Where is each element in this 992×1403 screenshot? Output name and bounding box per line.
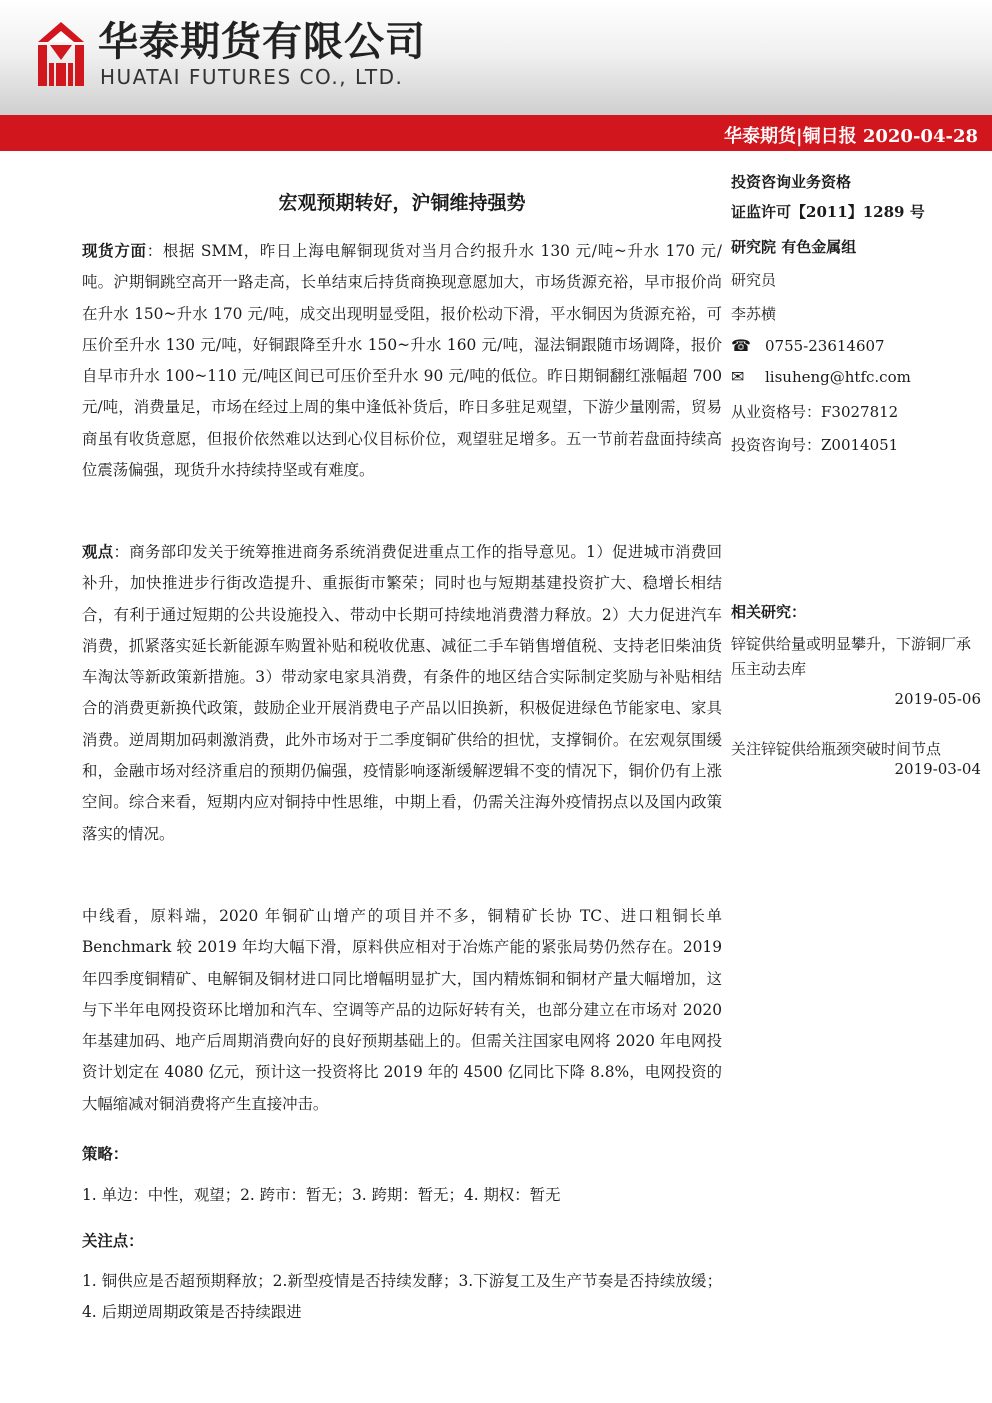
phone-icon: ☎	[731, 336, 751, 355]
strategy-heading: 策略：	[82, 1145, 129, 1163]
related-research-heading: 相关研究：	[731, 603, 807, 621]
department-label: 研究院 有色金属组	[731, 238, 857, 256]
view-paragraph	[82, 537, 722, 850]
strategy-text: 1. 单边：中性，观望；2. 跨市：暂无；3. 跨期：暂无；4. 期权：暂无	[82, 1186, 561, 1204]
related-item-title: 关注锌锭供给瓶颈突破时间节点	[731, 740, 942, 758]
page-header	[0, 0, 992, 115]
midterm-paragraph: 中线看，原料端，2020 年铜矿山增产的项目并不多，铜精矿长协 TC、进口粗铜长单 Benchmark 较 2019 年均大幅下滑，原料供应相对于冶炼产能的紧张局势仍然存在。2019 年四季度铜精矿、电解铜及铜材进口同比增幅明显扩大，国内精炼铜和铜材产量大幅增加，这与下半年电网投资环比增加和汽车、空调等产品的边际好转有关，也部分建立在市场对 2020 年基建加码、地产后周期消费向好的良好预期基础上的。但需关注国家电网将 2020 年电网投资计划定在 4080 亿元，预计这一投资将比 2019 年的 4500 亿同比下降 8.8%，电网投资的大幅缩减对铜消费将产生直接冲击。	[82, 907, 722, 1113]
qualification-label: 投资咨询业务资格	[731, 173, 852, 191]
spot-lead: 现货方面	[82, 242, 147, 260]
spot-text: ：根据 SMM，昨日上海电解铜现货对当月合约报升水 130 元/吨~升水 170 元/吨。沪期铜跳空高开一路走高，长单结束后持货商换现意愿加大，市场货源充裕，早市报价尚在升水 150~升水 170 元/吨，成交出现明显受阻，报价松动下滑，平水铜因为货源充裕，可压价至升水 130 元/吨，好铜跟降至升水 150~升水 160 元/吨，湿法铜跟随市场调降，报价自早市升水 100~110 元/吨区间已可压价至升水 90 元/吨的低位。昨日期铜翻红涨幅超 700 元/吨，消费量足，市场在经过上周的集中逢低补货后，昨日多驻足观望，下游少量刚需，贸易商虽有收货意愿，但报价依然难以达到心仪目标价位，观望驻足增多。五一节前若盘面持续高位震荡偏强，现货升水持续持坚或有难度。	[82, 242, 722, 480]
related-item-date: 2019-05-06	[894, 690, 981, 708]
consult-number: 投资咨询号：Z0014051	[731, 436, 899, 454]
huatai-logo-icon	[36, 20, 86, 88]
phone-number: 0755-23614607	[765, 337, 885, 355]
cert-number: 从业资格号：F3027812	[731, 403, 899, 421]
focus-heading: 关注点：	[82, 1232, 144, 1250]
analyst-name: 李苏横	[731, 305, 777, 323]
related-item-title: 锌锭供给量或明显攀升，下游铜厂承压主动去库	[731, 635, 972, 678]
spot-paragraph	[82, 236, 722, 486]
company-name-en: HUATAI FUTURES CO., LTD.	[100, 65, 404, 89]
company-name-cn: 华泰期货有限公司	[98, 19, 426, 65]
report-banner	[0, 115, 992, 151]
email-address: lisuheng@htfc.com	[765, 368, 911, 386]
view-lead: 观点	[82, 543, 114, 561]
focus-text: 1. 铜供应是否超预期释放；2.新型疫情是否持续发酵；3.下游复工及生产节奏是否持续放缓；4. 后期逆周期政策是否持续跟进	[82, 1272, 722, 1322]
article-title: 宏观预期转好，沪铜维持强势	[278, 192, 526, 214]
view-text: ：商务部印发关于统筹推进商务系统消费促进重点工作的指导意见。1）促进城市消费回补升，加快推进步行街改造提升、重振街市繁荣；同时也与短期基建投资扩大、稳增长相结合，有利于通过短期的公共设施投入、带动中长期可持续地消费潜力释放。2）大力促进汽车消费，抓紧落实延长新能源车购置补贴和税收优惠、减征二手车销售增值税、支持老旧柴油货车淘汰等新政策新措施。3）带动家电家具消费，有条件的地区结合实际制定奖励与补贴相结合的消费更新换代政策，鼓励企业开展消费电子产品以旧换新，积极促进绿色节能家电、家具消费。逆周期加码刺激消费，此外市场对于二季度铜矿供给的担忧，支撑铜价。在宏观氛围缓和，金融市场对经济重启的预期仍偏强，疫情影响逐渐缓解逻辑不变的情况下，铜价仍有上涨空间。综合来看，短期内应对铜持中性思维，中期上看，仍需关注海外疫情拐点以及国内政策落实的情况。	[82, 543, 722, 843]
phone-row	[731, 336, 885, 355]
envelope-icon: ✉	[731, 367, 745, 386]
license-label: 证监许可【2011】1289 号	[731, 203, 925, 221]
email-row	[731, 367, 911, 386]
related-item-date: 2019-03-04	[894, 760, 981, 778]
report-banner-text: 华泰期货|铜日报 2020-04-28	[724, 126, 978, 147]
role-label: 研究员	[731, 271, 777, 289]
